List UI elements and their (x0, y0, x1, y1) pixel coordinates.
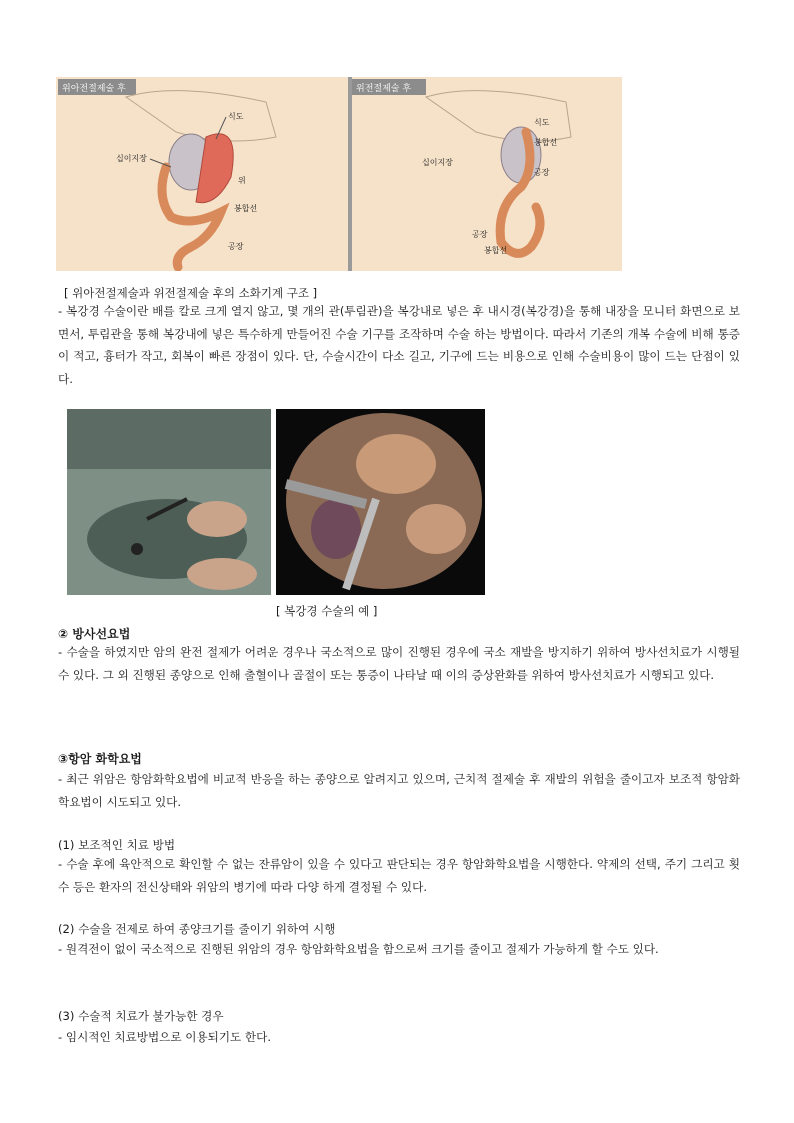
item-3-body: - 임시적인 치료방법으로 이용되기도 한다. (58, 1030, 272, 1044)
section-radiation-title: ② 방사선요법 (58, 627, 131, 641)
item-1-body: - 수술 후에 육안적으로 확인할 수 없는 잔류암이 있을 수 있다고 판단되는 경우 항암화학요법을 시행한다. 약제의 선택, 주기 그리고 횟수 등은 환자의 전신상태와 위암의 병기에 따라 다양 하게 결정될 수 있다. (58, 857, 740, 894)
label-duodenum: 십이지장 (116, 154, 147, 163)
label-stomach: 위 (238, 176, 246, 185)
section-chemotherapy-body: - 최근 위암은 항암화학요법에 비교적 반응을 하는 종양으로 알려지고 있으며, 근치적 절제술 후 재발의 위험을 줄이고자 보조적 항암화학요법이 시도되고 있다. (58, 772, 740, 809)
item-2-body: - 원격전이 없이 국소적으로 진행된 위암의 경우 항암화학요법을 함으로써 크기를 줄이고 절제가 가능하게 할 수도 있다. (58, 942, 659, 956)
section-chemotherapy-title: ③항암 화학요법 (58, 752, 142, 766)
label-anastomosis-top: 봉합선 (534, 138, 558, 147)
item-1-title: (1) 보조적인 치료 방법 (58, 838, 176, 852)
digestive-structure-figure (56, 77, 622, 271)
item-2-title: (2) 수술을 전제로 하여 종양크기를 줄이기 위하여 시행 (58, 922, 336, 936)
item-3-title: (3) 수술적 치료가 불가능한 경우 (58, 1009, 224, 1023)
paragraph-laparoscopy: - 복강경 수술이란 배를 칼로 크게 열지 않고, 몇 개의 관(투림관)을 복강내로 넣은 후 내시경(복강경)을 통해 내장을 모니터 화면으로 보면서, 투림관을 통해 복강내에 넣은 특수하게 만들어진 수술 기구를 조작하며 수술 하는 방법이다. 따라서 기존의 개복 수술에 비해 통증이 적고, 흉터가 작고, 회복이 빠른 장점이 있다. 단, 수술시간이 다소 길고, 기구에 드는 비용으로 인해 수술비용이 많이 드는 단점이 있다. (58, 304, 740, 386)
right-panel-title: 위전절제술 후 (356, 84, 412, 94)
figure1-caption: [ 위아전절제술과 위전절제술 후의 소화기계 구조 ] (64, 286, 318, 300)
label-jejunum-left: 공장 (472, 230, 488, 239)
left-panel-title: 위아전절제술 후 (62, 84, 126, 94)
label-esophagus-right: 식도 (534, 118, 550, 127)
label-anastomosis: 봉합선 (234, 204, 258, 213)
figure2-caption: [ 복강경 수술의 예 ] (276, 604, 378, 618)
laparoscopic-view-photo (276, 409, 485, 595)
label-jejunum-right: 공장 (534, 168, 550, 177)
label-anastomosis-bottom: 봉합선 (484, 246, 508, 255)
section-radiation-body: - 수술을 하였지만 암의 완전 절제가 어려운 경우나 국소적으로 많이 진행된 경우에 국소 재발을 방지하기 위하여 방사선치료가 시행될 수 있다. 그 외 진행된 종양으로 인해 출혈이나 골절이 또는 통증이 나타날 때 이의 증상완화를 위하여 방사선치료가 시행되고 있다. (58, 645, 740, 682)
label-duodenum-right: 십이지장 (422, 158, 453, 167)
label-esophagus: 식도 (228, 112, 244, 121)
surgery-photo-operating-room (67, 409, 271, 595)
label-jejunum: 공장 (228, 242, 244, 251)
